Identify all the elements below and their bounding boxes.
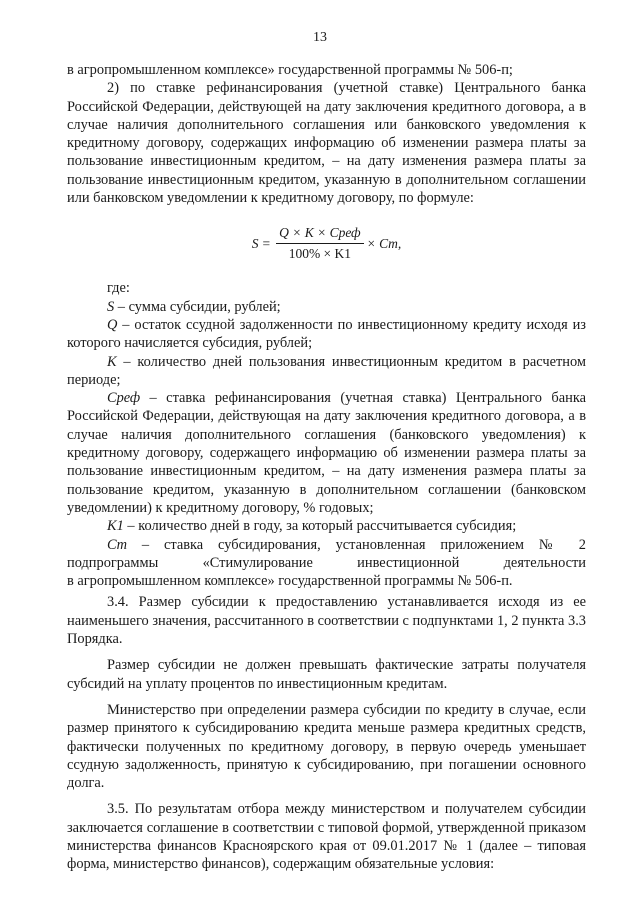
- paragraph-ministry-rule: Министерство при определении размера субсидии по кредиту в случае, если размер принятого к субсидированию кредита меньше размера кредитных средств, фактически полученных по кредитному договору, в первую очередь уменьшает ссудную задолженность, принятую к субсидированию, при погашении основного долга.: [67, 701, 586, 792]
- definition-cm-line-3: в агропромышленном комплексе» государственной программы № 506-п.: [67, 573, 513, 590]
- definition-q-text: – остаток ссудной задолженности по инвестиционному кредиту исходя из которого начисляется субсидия, рублей;: [67, 316, 586, 352]
- formula-equals: =: [262, 235, 271, 251]
- definition-k1-text: – количество дней в году, за который рассчитывается субсидия;: [123, 518, 517, 535]
- definitions-intro: где:: [107, 280, 130, 297]
- symbol-cref: Cреф: [107, 390, 141, 407]
- definition-cref: [67, 389, 586, 517]
- formula-lhs: S: [251, 235, 259, 251]
- symbol-cm: Cm: [107, 536, 127, 553]
- definition-q: [67, 316, 586, 353]
- symbol-k: K: [107, 353, 117, 370]
- section-3-4: 3.4. Размер субсидии к предоставлению устанавливается исходя из ее наименьшего значения, рассчитанного в соответствии с подпунктами 1, 2 пункта 3.3 Порядка.: [67, 594, 586, 648]
- symbol-q: Q: [107, 316, 118, 333]
- document-body: [67, 61, 586, 874]
- formula-denominator: 100% × K1: [288, 246, 352, 262]
- formula-numerator: Q × K × Cреф: [276, 225, 363, 244]
- section-3-5: 3.5. По результатам отбора между министерством и получателем субсидии заключается соглашение в соответствии с типовой формой, утвержденной приказом министерства финансов Красноярского края от 09.01.2017 № 1 (далее – типовая форма, министерство финансов), содержащим обязательные условия:: [67, 801, 586, 873]
- definition-s: [67, 298, 586, 316]
- paragraph-continuation: в агропромышленном комплексе» государственной программы № 506-п;: [67, 62, 513, 78]
- definition-cm: [67, 536, 586, 591]
- definition-k-text: – количество дней пользования инвестиционным кредитом в расчетном периоде;: [67, 353, 586, 388]
- formula-multiplier: × Cm,: [366, 235, 402, 251]
- symbol-s: S: [107, 298, 115, 315]
- paragraph-subsidy-limit: Размер субсидии не должен превышать фактические затраты получателя субсидий на уплату процентов по инвестиционным кредитам.: [67, 657, 586, 692]
- page-number: 13: [313, 30, 327, 45]
- subsidy-formula: [67, 225, 586, 262]
- definition-cm-line-1: [67, 536, 586, 554]
- definition-k: [67, 353, 586, 390]
- definition-cm-line-2: подпрограммы «Стимулирование инвестиционной деятельности: [67, 554, 586, 571]
- symbol-k1: K1: [107, 518, 124, 535]
- definition-cm-text-1: – ставка субсидирования, установленная приложением № 2: [127, 536, 586, 553]
- formula-fraction: [276, 225, 363, 262]
- definition-k1: [67, 517, 586, 535]
- definition-s-text: – сумма субсидии, рублей;: [114, 298, 281, 315]
- paragraph-item-2: 2) по ставке рефинансирования (учетной ставке) Центрального банка Российской Федерации, действующей на дату заключения кредитного договора, а в случае наличия дополнительного соглашения или банковского уведомления к кредитному договору, содержащих информацию об изменении размера платы за пользование инвестиционным кредитом, – на дату изменения размера платы за пользование инвестиционным кредитом, указанную в дополнительном соглашении или банковском уведомлении к кредитному договору, по формуле:: [67, 80, 586, 207]
- definition-cref-text: – ставка рефинансирования (учетная ставка) Центрального банка Российской Федерации, действующая на дату заключения кредитного договора, а в случае наличия дополнительного соглашения (банковского уведомления) к кредитному договору, содержащего информацию об изменении размера платы за пользование инвестиционным кредитом, – на дату изменения размера платы за пользование кредитом, указанную в дополнительном соглашении (банковском уведомлении) к кредитному договору, % годовых;: [67, 390, 586, 516]
